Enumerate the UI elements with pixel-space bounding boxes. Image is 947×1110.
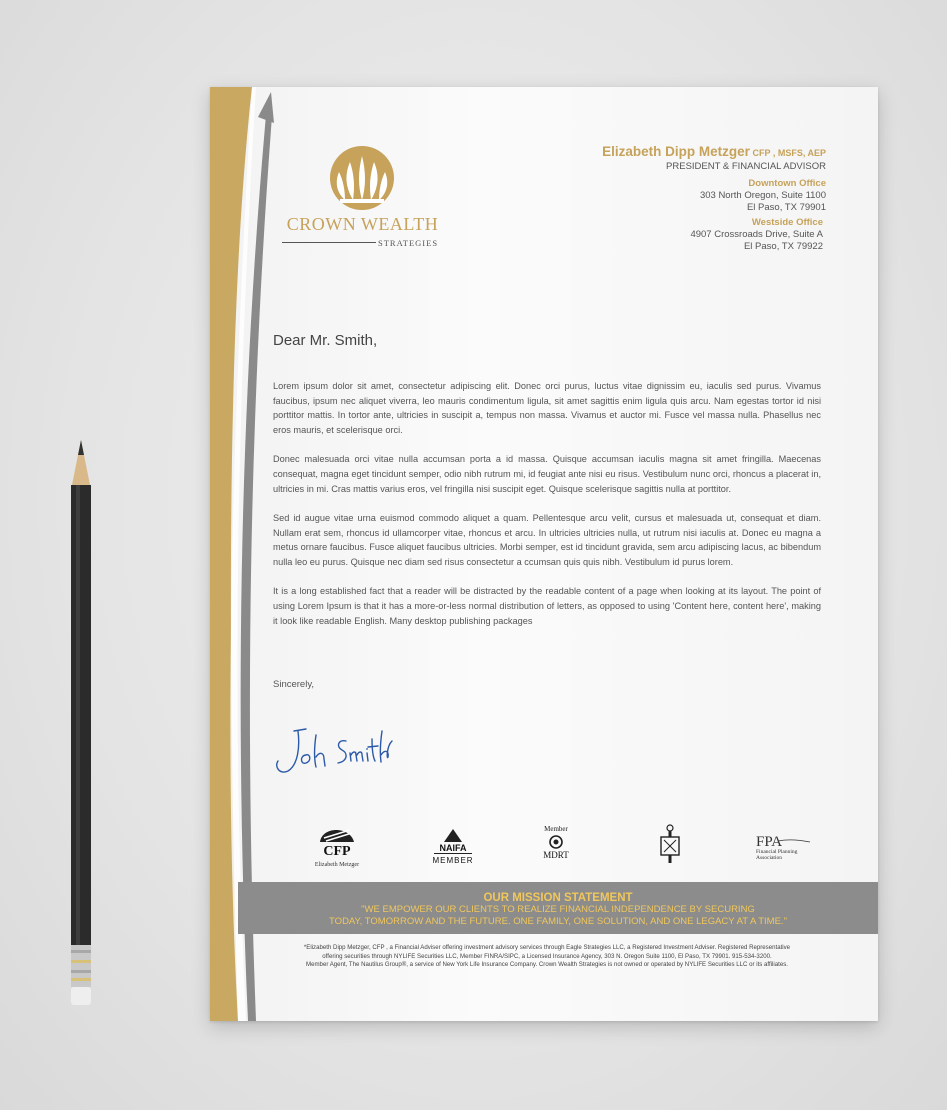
letterhead-page bbox=[210, 87, 878, 1021]
office1-line1: 303 North Oregon, Suite 1100 bbox=[699, 190, 826, 201]
crown-fountain-icon bbox=[270, 142, 450, 252]
logo-subtitle: STRATEGIES bbox=[378, 238, 439, 248]
letter-closing: Sincerely, bbox=[273, 679, 315, 690]
advisor-name-line bbox=[602, 144, 826, 161]
office2-line1: 4907 Crossroads Drive, Suite A bbox=[690, 229, 823, 240]
mission-statement-banner bbox=[238, 882, 878, 934]
letterhead-contact-block bbox=[602, 144, 826, 253]
disclaimer-line3: Member Agent, The Nautilus Group®, a service of New York Life Insurance Company. Crown Wealth Strategies is not owned or operated by NYLIFE Securities LLC or its affiliates. bbox=[306, 961, 788, 968]
advisor-title: PRESIDENT & FINANCIAL ADVISOR bbox=[666, 161, 826, 172]
fpa-logo-text: FPA bbox=[756, 834, 783, 850]
letter-body bbox=[273, 379, 821, 643]
naifa-member-text: MEMBER bbox=[432, 856, 474, 865]
mdrt-logo-text: MDRT bbox=[543, 850, 569, 860]
mdrt-member-text: Member bbox=[544, 825, 568, 833]
cfp-logo bbox=[315, 830, 359, 868]
advisor-credentials: CFP , MSFS, AEP bbox=[752, 148, 826, 158]
letter-paragraph: Sed id augue vitae urna euismod commodo aliquet a quam. Pellentesque arcu velit, cursus et malesuada ut, consequat et diam. Nullam erat sem, rhoncus id ullamcorper vitae, rhoncus et arcu. In ultricies ultricies nulla, ut rutrum nisi iaculis at. Donec eu magna a metus ornare faucibus. Fusce aliquet faucibus ultricies. Morbi semper, est id tincidunt gravida, sem arcu adipiscing lacus, ac bibendum nulla leo eu purus. Quisque nec diam sed risus consectetur a ccumsan quis quis nibh. Vestibulum id purus lorem. bbox=[273, 512, 821, 568]
office2-label: Westside Office bbox=[751, 217, 823, 228]
letter-paragraph: Lorem ipsum dolor sit amet, consectetur adipiscing elit. Donec orci purus, luctus vitae dignissim eu, iaculis sed purus. Vivamus faucibus, ipsum nec aliquet viverra, leo mauris condimentum ligula, sit amet sagittis enim ligula quis arcu. Nam egestas tortor id nisi porttitor mattis. In tortor ante, ultricies in suscipit a, tempus non massa. Vivamus et auctor mi. Fusce vel massa nulla. Phasellus nec eros mauris, et scelerisque orci. bbox=[273, 381, 821, 436]
affiliation-logos-row bbox=[310, 822, 830, 877]
office2-line2: El Paso, TX 79922 bbox=[743, 241, 823, 252]
naifa-logo-text: NAIFA bbox=[439, 843, 467, 853]
fpa-logo bbox=[756, 834, 810, 861]
logo-divider bbox=[282, 242, 376, 243]
fpa-line2: Association bbox=[756, 855, 782, 861]
cfp-holder-name: Elizabeth Metzger bbox=[314, 862, 360, 868]
office1-line2: El Paso, TX 79901 bbox=[746, 202, 826, 213]
letter-paragraph: Donec malesuada orci vitae nulla accumsan porta a id massa. Quisque accumsan iaculis magna sit amet fringilla. Maecenas consequat, magna eget tincidunt semper, odio nibh rutrum mi, id feugiat ante nisi eu risus. Vestibulum nunc orci, rhoncus a placerat in, ultricies in mi. Cras mattis varius eros, vel fringilla nisi suscipit eget. Quisque scelerisque sagittis nulla at porttitor. bbox=[273, 454, 821, 494]
mission-line2: TODAY, TOMORROW AND THE FUTURE. ONE FAMILY, ONE SOLUTION, AND ONE LEGACY AT A TIME." bbox=[329, 916, 787, 927]
professional-society-emblem bbox=[661, 825, 679, 863]
naifa-logo bbox=[432, 829, 473, 865]
office1-label: Downtown Office bbox=[748, 178, 826, 189]
fpa-line1: Financial Planning bbox=[756, 849, 798, 855]
mdrt-logo bbox=[543, 825, 569, 860]
cfp-logo-text: CFP bbox=[323, 844, 351, 859]
letter-paragraph: It is a long established fact that a reader will be distracted by the readable content of a page when looking at its layout. The point of using Lorem Ipsum is that it has a more-or-less normal distribution of letters, as opposed to using 'Content here, content here', making it look like readable English. Many desktop publishing packages bbox=[273, 586, 821, 626]
logo-wordmark: CROWN WEALTH bbox=[286, 214, 439, 234]
pencil-image bbox=[68, 440, 94, 1010]
handwritten-signature bbox=[268, 717, 398, 787]
letter-greeting: Dear Mr. Smith, bbox=[273, 332, 378, 349]
mission-line1: "WE EMPOWER OUR CLIENTS TO REALIZE FINANCIAL INDEPENDENCE BY SECURING bbox=[361, 904, 755, 915]
advisor-name: Elizabeth Dipp Metzger bbox=[602, 144, 750, 159]
disclaimer-line1: *Elizabeth Dipp Metzger, CFP , a Financial Adviser offering investment advisory services through Eagle Strategies LLC, a Registered Investment Adviser. Registered Representative bbox=[303, 944, 791, 951]
mission-title: OUR MISSION STATEMENT bbox=[483, 892, 633, 904]
legal-disclaimer bbox=[268, 944, 826, 970]
disclaimer-line2: offering securities through NYLIFE Securities LLC, Member FINRA/SIPC, a Licensed Insurance Agency, 303 N. Oregon Suite 1100, El Paso, TX 79901. 915-534-3200. bbox=[322, 952, 772, 960]
